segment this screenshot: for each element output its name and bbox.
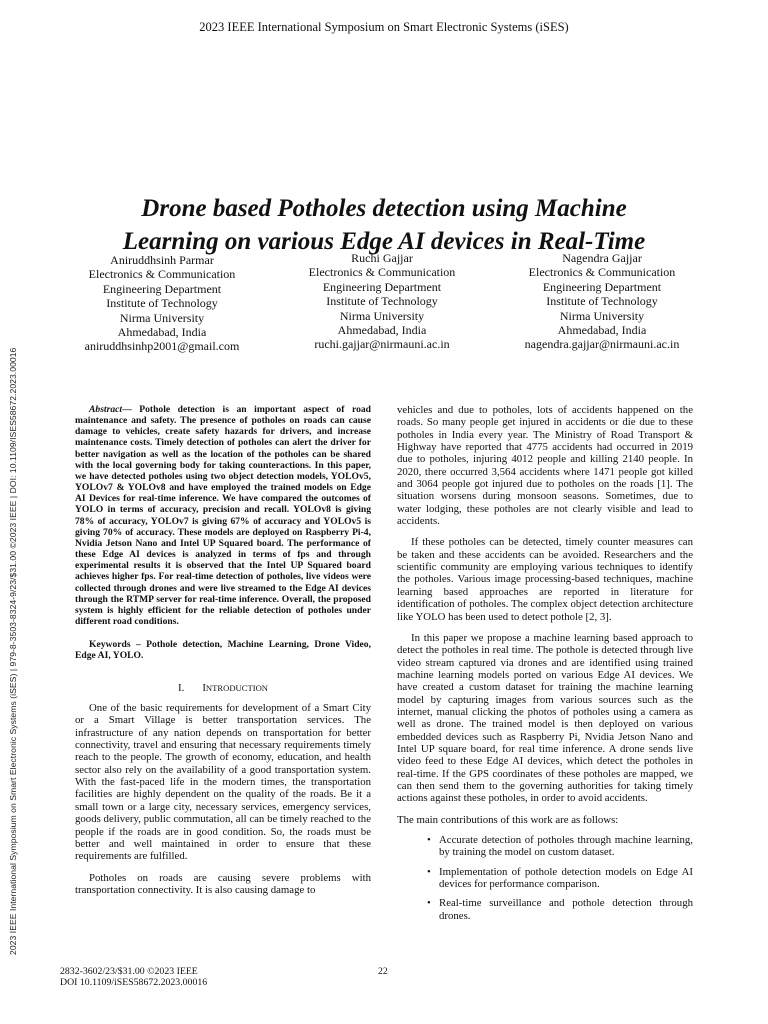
bullet-icon: • [427,865,431,878]
list-item-text: Real-time surveillance and pothole detection through drones. [439,897,693,922]
doi-sidebar: 2023 IEEE International Symposium on Smart Electronic Systems (iSES) | 979-8-3503-8324-9/23/$31.00 ©2023 IEEE | DOI: 10.1109/ISES58672.2023.00016 [8,347,18,955]
author-institute: Institute of Technology [546,294,658,309]
author-name: Aniruddhsinh Parmar [110,253,214,267]
author-name: Nagendra Gajjar [562,251,642,265]
bullet-icon: • [427,834,431,846]
abstract [75,404,371,627]
author-city: Ahmedabad, India [557,323,647,338]
title-line-2: Learning on various Edge AI devices in Real-Time [122,228,646,255]
intro-paragraph: Potholes on roads are causing severe problems with transportation connectivity. It is also causing damage to [75,871,371,896]
author-university: Nirma University [559,308,645,323]
author-email: aniruddhsinhp2001@gmail.com [84,339,240,354]
author-block-3 [492,251,712,352]
list-item-text: Accurate detection of potholes through machine learning, by training the model on custom dataset. [439,834,693,859]
author-name: Ruchi Gajjar [351,251,413,265]
section-title-initial: I [202,681,206,694]
page-number: 22 [378,966,388,977]
list-item [397,866,693,891]
section-number: I. [178,681,185,694]
body-paragraph: If these potholes can be detected, timely counter measures can be taken and these accidents can be avoided. Researchers and the scientific community are employing various techniques to identify the potholes. Various image processing-based techniques, machine learning based approaches are reported in literature for identification of potholes. The complex object detection architecture like YOLO has been used to detect pothole [2, 3]. [397,536,693,623]
author-university: Nirma University [119,310,205,325]
footer-issn: 2832-3602/23/$31.00 ©2023 IEEE [60,966,198,977]
author-city: Ahmedabad, India [117,325,207,340]
list-item [397,834,693,859]
conference-header: 2023 IEEE International Symposium on Smart Electronic Systems (iSES) [199,20,569,34]
author-block-1 [52,253,272,354]
author-dept: Electronics & Communication [308,265,456,280]
author-dept: Engineering Department [322,279,442,294]
left-column [75,404,371,896]
author-institute: Institute of Technology [106,296,218,311]
abstract-dash: — [122,404,132,415]
author-dept: Electronics & Communication [528,265,676,280]
author-email: nagendra.gajjar@nirmauni.ac.in [524,337,680,352]
footer-copyright [60,966,207,988]
intro-paragraph: One of the basic requirements for development of a Smart City or a Smart Village is better transportation services. The infrastructure of any nation depends on transportation for better connectivity, travel and ensuring that necessary requirements timely reach to the people. The growth of economy, education, and health sector also rely on the availability of a good transportation system. With the fast-paced life in the modern times, the transportation facilities are highly dependent on the quality of the roads. Be it a small town or a large city, necessary services, emergency services, goods delivery, public commutation, all can be timely reached to the people if the roads are in good condition. So, the roads must be better and well maintained in order to ensure that these requirements are fulfilled. [75,702,371,863]
body-paragraph: In this paper we propose a machine learning based approach to detect the potholes in real time. The pothole is detected through live video stream captured via drones and are identified using trained machine learning models ported on various Edge AI devices. We have created a custom dataset for training the machine learning model by capturing images from various sources such as the internet, manual clicking the photos of potholes using a camera as well as drone. The trained model is then deployed on various embedded devices such as Raspberry Pi, Nvidia Jetson Nano and Intel UP square board, for real time inference. A drone sends live video feed to these Edge AI devices, which detect the potholes in real-time. If the GPS coordinates of these potholes are mapped, we can then send them to the governing authorities for taking timely actions against these potholes, in order to avoid accidents. [397,631,693,805]
footer-doi: DOI 10.1109/iSES58672.2023.00016 [60,977,208,988]
contributions-intro: The main contributions of this work are as follows: [397,813,619,826]
author-dept: Engineering Department [102,281,222,296]
author-dept: Engineering Department [542,279,662,294]
title-line-1: Drone based Potholes detection using Machine [141,195,627,222]
author-block-2 [272,251,492,352]
author-city: Ahmedabad, India [337,323,427,338]
list-item-text: Implementation of pothole detection models on Edge AI devices for performance comparison. [439,865,693,891]
section-heading-introduction [75,682,371,694]
author-institute: Institute of Technology [326,294,438,309]
contributions-list [397,834,693,922]
author-dept: Electronics & Communication [88,267,236,282]
author-email: ruchi.gajjar@nirmauni.ac.in [314,337,450,352]
list-item [397,897,693,922]
body-paragraph: vehicles and due to potholes, lots of accidents happened on the roads. So many people get injured in accidents or die due to these potholes in India every year. The Ministry of Road Transport & Highway have reported that 4775 accidents had occurred in 2019 due to potholes, injuring 4012 people and killing 2140 people. In 2020, there occurred 3,564 accidents where 1471 people got killed and 3064 people got injured due to potholes on the roads [1]. The situation worsens during monsoon seasons. Sometimes, due to water lodging, these potholes are not clearly visible and lead to accidents. [397,404,693,528]
paper-title [40,192,728,258]
abstract-text: Pothole detection is an important aspect of road maintenance and safety. The presence of potholes on roads can cause damage to vehicles, create safety hazards for drivers, and increase maintenance costs. Timely detection of potholes can alert the driver for better navigation as well as the location of the potholes can be shared with the local governing body for taking counteractions. In this paper, we have detected potholes using two object detection models, YOLOv5, YOLOv7 & YOLOv8 and have employed the trained models on Edge AI Devices for real-time inference. We have compared the outcomes of YOLO in terms of accuracy, precision and recall. YOLOv8 is giving 78% of accuracy, YOLOv7 is giving 67% of accuracy and YOLOv5 is giving 70% of accuracy. These models are deployed on Raspberry Pi-4, Nvidia Jetson Nano and Intel UP Squared board. The performance of these Edge AI devices is analyzed in terms of fps and through experimental results it is observed that the Intel UP Squared board achieves higher fps. For real-time detection of potholes, live videos were collected through drones and were live streamed to the Edge AI devices through the RTMP server for real-time inference. Overall, the proposed system is highly efficient for the reliable detection of potholes under different road conditions. [75,404,371,627]
keywords: Keywords – Pothole detection, Machine Learning, Drone Video, Edge AI, YOLO. [75,639,371,662]
right-column [397,404,693,929]
bullet-icon: • [427,897,431,910]
section-title-rest: NTRODUCTION [205,682,268,693]
abstract-label: Abstract [89,404,123,415]
author-university: Nirma University [339,308,425,323]
